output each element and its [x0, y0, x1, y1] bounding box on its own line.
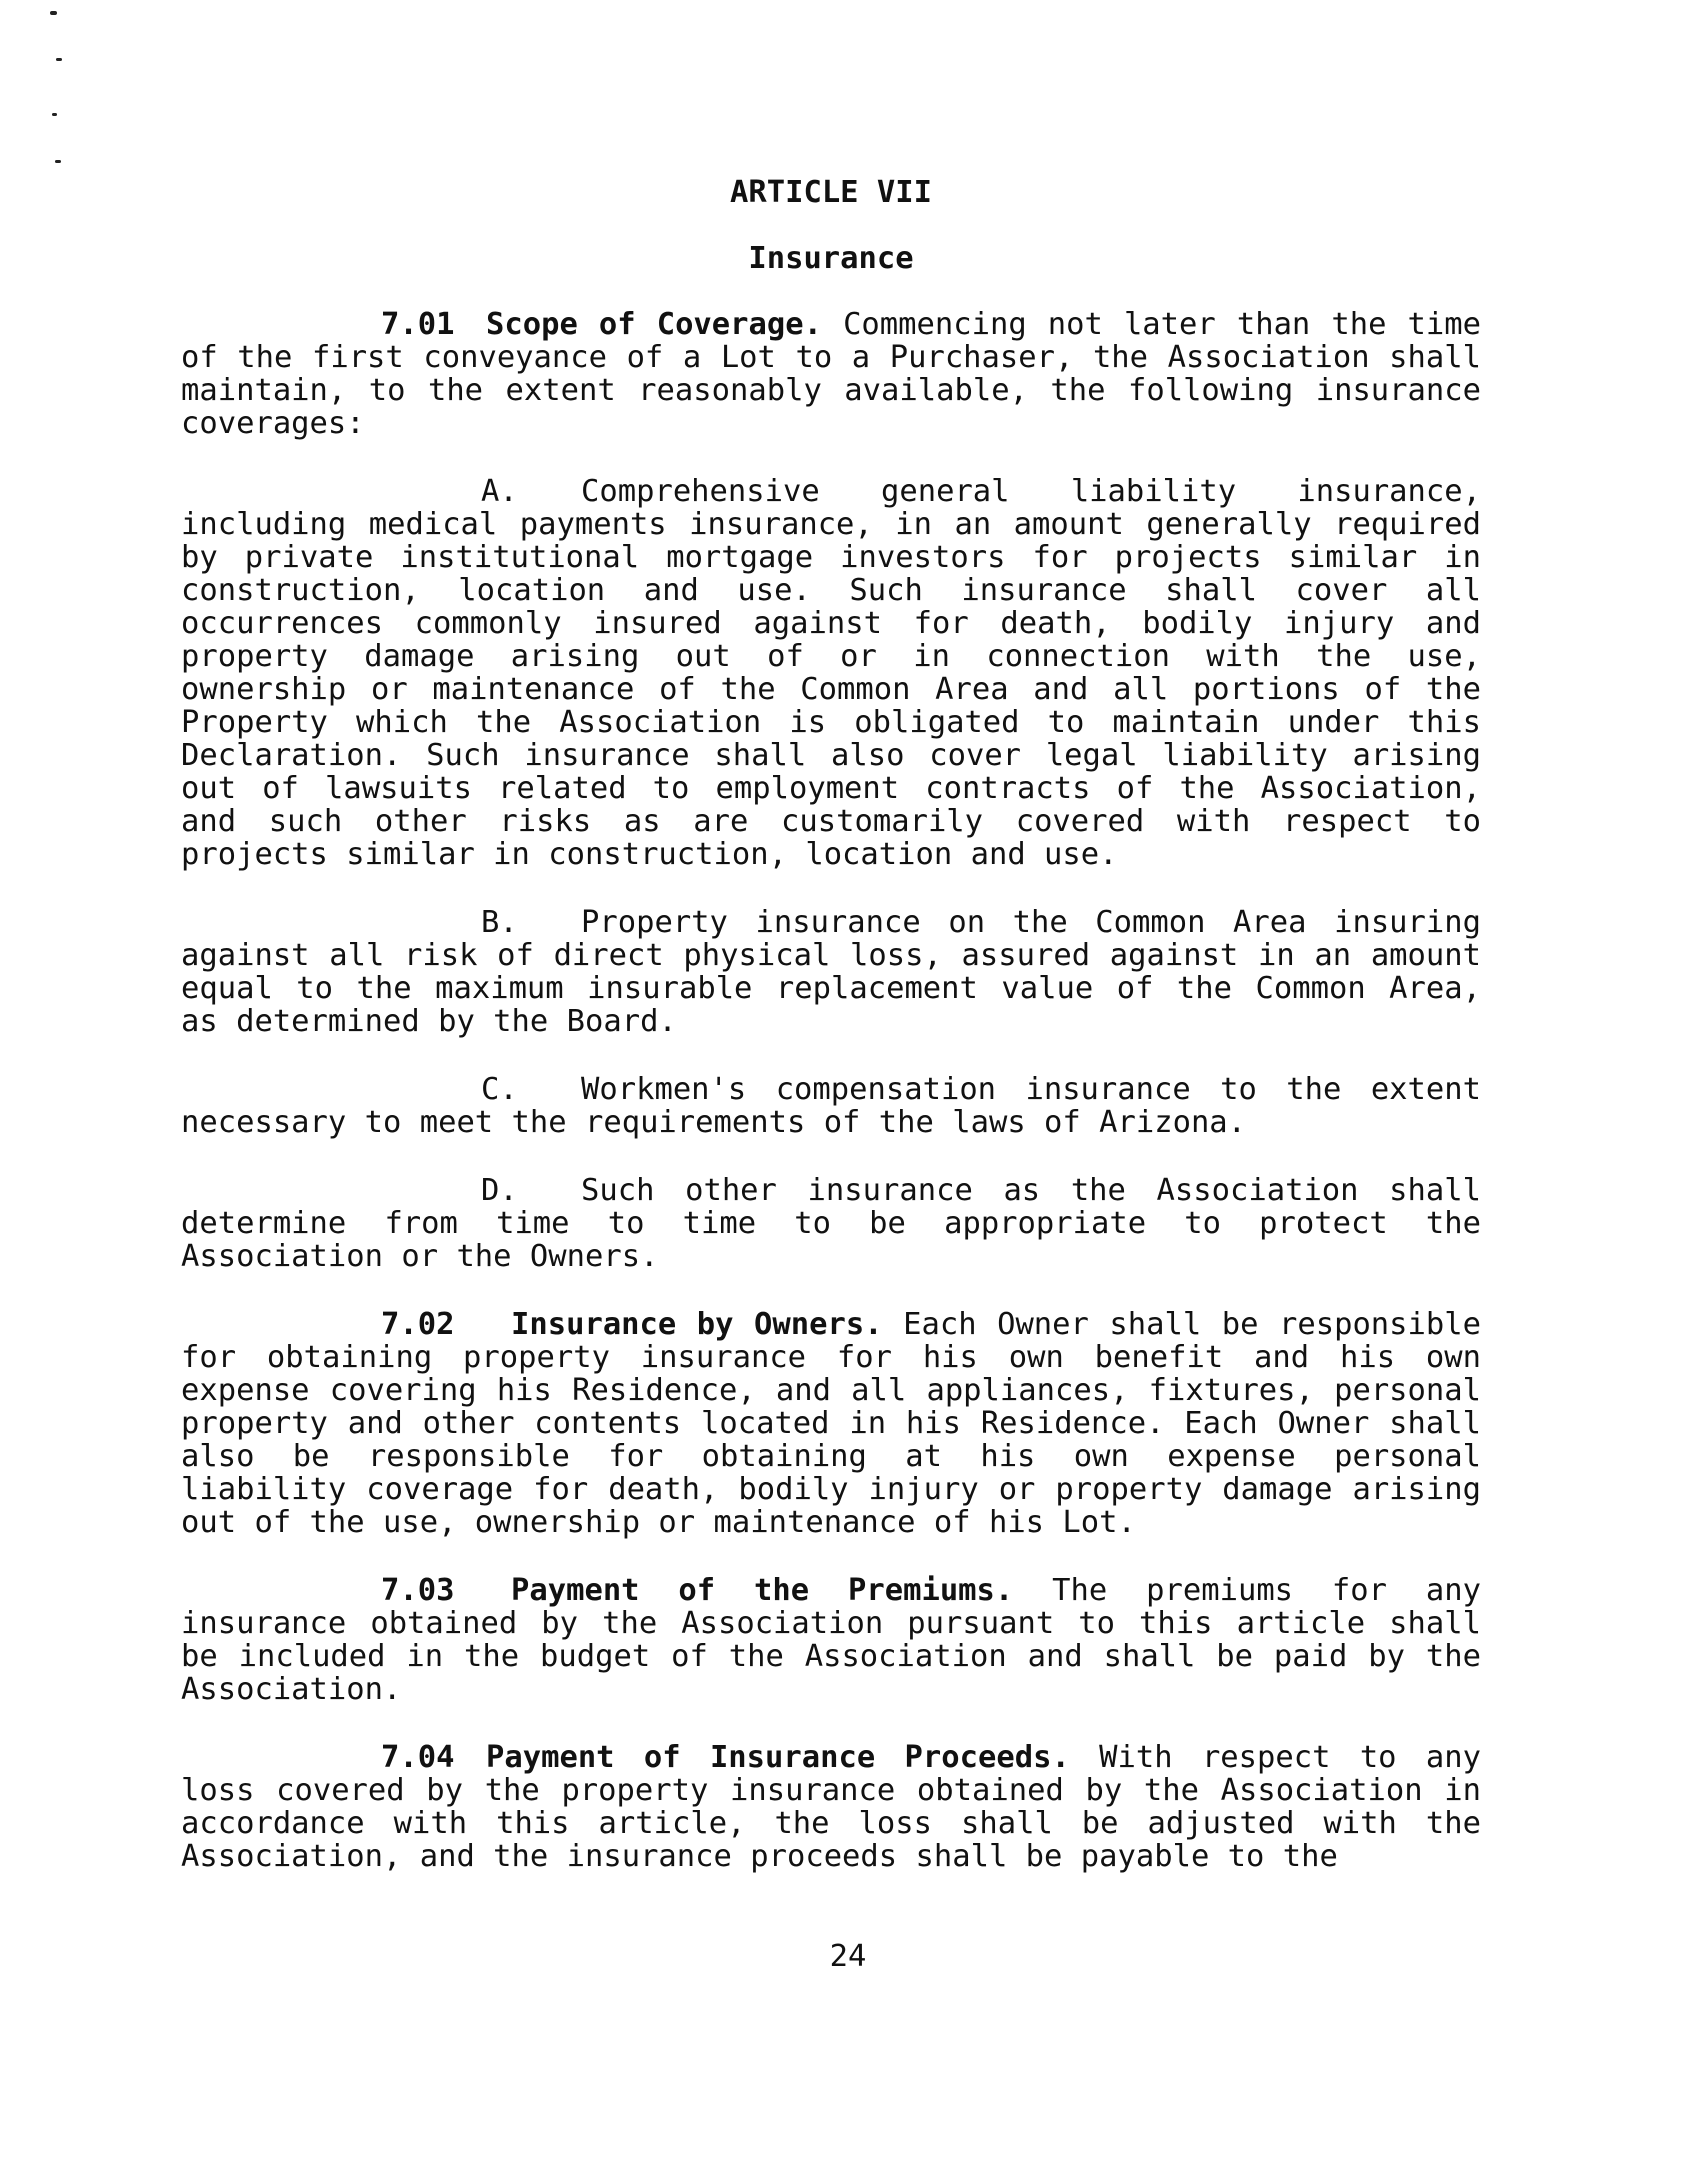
scan-mark: [55, 160, 61, 163]
section-text: Each Owner shall be responsible for obtaining property insurance for his own benefit and his own expense covering his Residence, and all appliances, fixtures, personal property and other contents located in his Residence. Each Owner shall also be responsible for obtaining at his own expense personal liability coverage for death, bodily injury or property damage arising out of the use, ownership or maintenance of his Lot.: [181, 1307, 1481, 1540]
section-text: Commencing not later than the time of the first conveyance of a Lot to a Purchaser, the Association shall maintain, to the extent reasonably available, the following insurance coverages:: [181, 307, 1481, 441]
item-letter: D.: [481, 1173, 518, 1208]
section-7-02: [181, 1308, 1481, 1539]
section-7-03: [181, 1574, 1481, 1706]
section-title: Scope of Coverage.: [486, 307, 822, 342]
document-page: [181, 176, 1481, 1908]
coverage-item-b: [181, 906, 1481, 1038]
section-number: 7.01: [381, 307, 455, 342]
scan-mark: [56, 58, 62, 61]
item-text: Property insurance on the Common Area insuring against all risk of direct physical loss, assured against in an amount equal to the maximum insurable replacement value of the Common Area, as determined by the Board.: [181, 905, 1481, 1039]
item-letter: A.: [481, 474, 518, 509]
item-letter: B.: [481, 905, 518, 940]
section-title: Payment of Insurance Proceeds.: [486, 1740, 1070, 1775]
item-letter: C.: [481, 1072, 518, 1107]
page-number: 24: [829, 1939, 867, 1974]
item-text: Comprehensive general liability insurance, including medical payments insurance, in an amount generally required by private institutional mortgage investors for projects similar in construction, location and use. Such insurance shall cover all occurrences commonly insured against for death, bodily injury and property damage arising out of or in connection with the use, ownership or maintenance of the Common Area and all portions of the Property which the Association is obligated to maintain under this Declaration. Such insurance shall also cover legal liability arising out of lawsuits related to employment contracts of the Association, and such other risks as are customarily covered with respect to projects similar in construction, location and use.: [181, 474, 1481, 872]
section-text: The premiums for any insurance obtained by the Association pursuant to this article shall be included in the budget of the Association and shall be paid by the Association.: [181, 1573, 1481, 1707]
item-text: Such other insurance as the Association shall determine from time to time to be appropriate to protect the Association or the Owners.: [181, 1173, 1481, 1274]
coverage-item-d: [181, 1174, 1481, 1273]
section-text: With respect to any loss covered by the property insurance obtained by the Association in accordance with this article, the loss shall be adjusted with the Association, and the insurance proceeds shall be payable to the: [181, 1740, 1481, 1874]
section-number: 7.02: [381, 1307, 455, 1342]
section-title: Payment of the Premiums.: [511, 1573, 1014, 1608]
section-number: 7.03: [381, 1573, 455, 1608]
item-text: Workmen's compensation insurance to the extent necessary to meet the requirements of the laws of Arizona.: [181, 1072, 1481, 1140]
article-heading: ARTICLE VII: [730, 175, 932, 210]
scan-mark: [52, 113, 57, 116]
section-heading: Insurance: [748, 241, 914, 276]
coverage-item-a: [181, 475, 1481, 871]
coverage-item-c: [181, 1073, 1481, 1139]
section-7-04: [181, 1741, 1481, 1873]
section-title: Insurance by Owners.: [511, 1307, 883, 1342]
scan-mark: [50, 11, 57, 15]
section-7-01: [181, 308, 1481, 440]
section-number: 7.04: [381, 1740, 455, 1775]
